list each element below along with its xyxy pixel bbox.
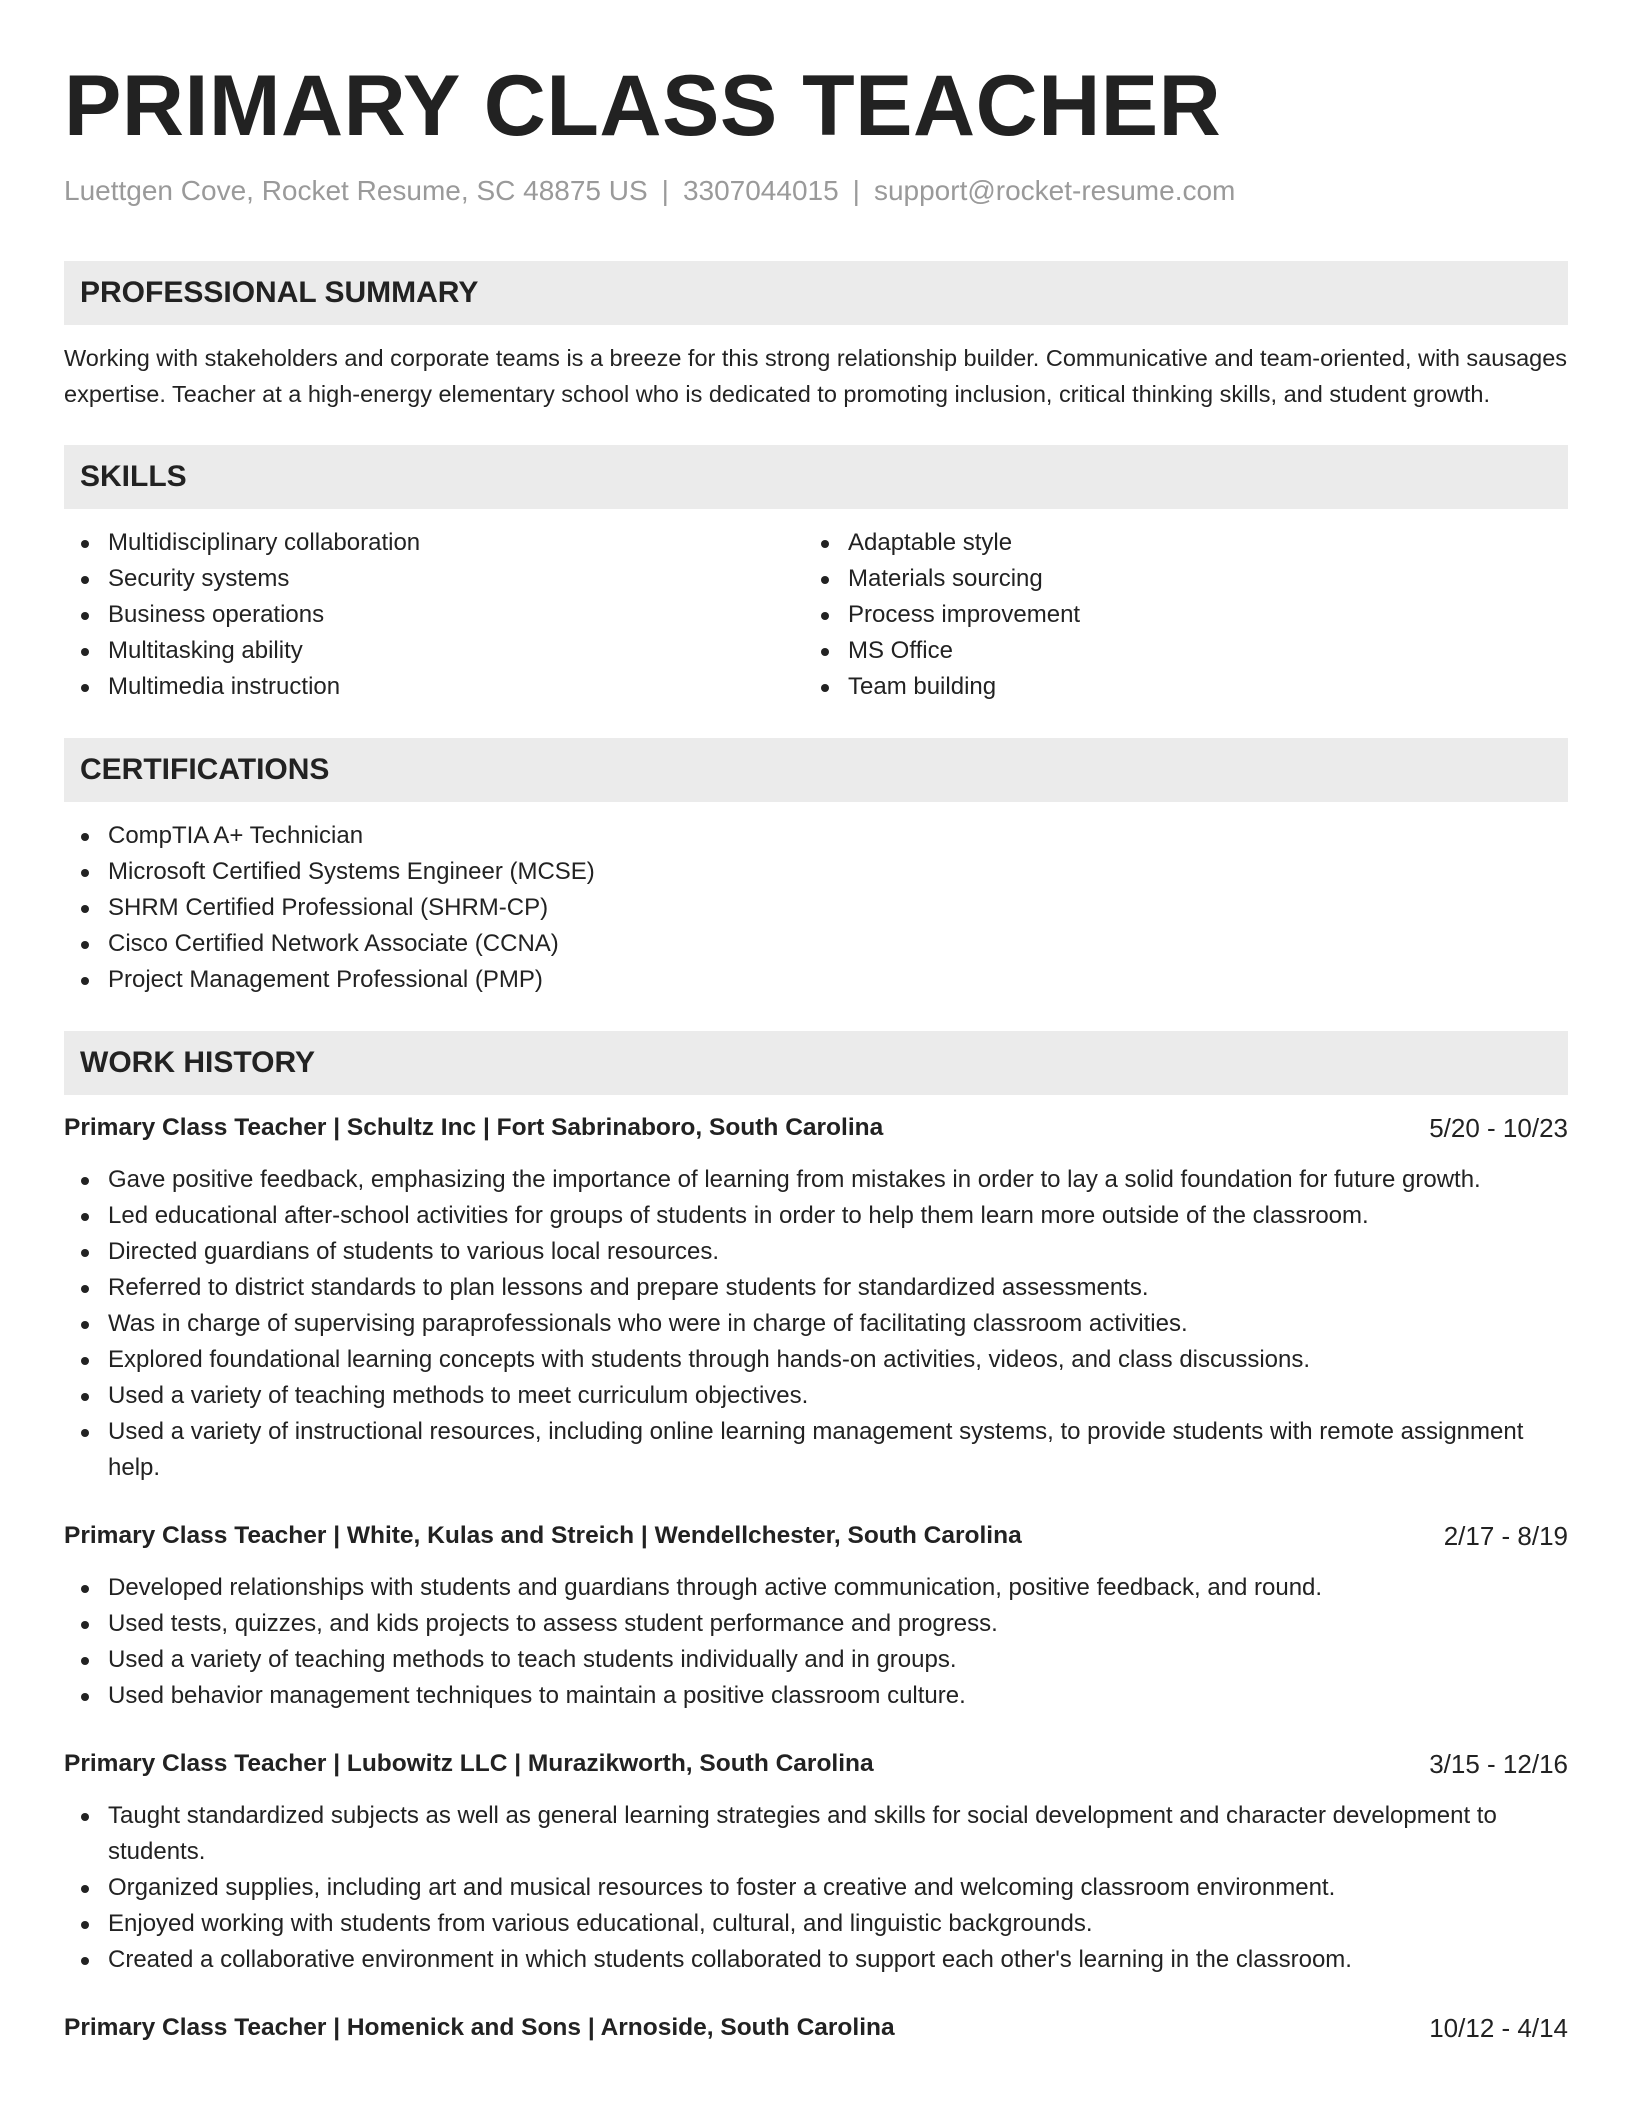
- job-bullet: Was in charge of supervising paraprofessionals who were in charge of facilitating classroom activities.: [64, 1306, 1568, 1342]
- job-entry: [64, 2010, 1568, 2046]
- skill-item: Adaptable style: [804, 525, 1544, 561]
- job-entry: [64, 1518, 1568, 1714]
- job-bullet: Directed guardians of students to various local resources.: [64, 1234, 1568, 1270]
- job-header: [64, 1110, 1568, 1146]
- job-bullet: Used a variety of instructional resources, including online learning management systems, to provide students with remote assignment help.: [64, 1414, 1568, 1486]
- skill-item: Multitasking ability: [64, 633, 804, 669]
- skill-item: Multimedia instruction: [64, 669, 804, 705]
- job-dates: 10/12 - 4/14: [1429, 2013, 1568, 2043]
- job-bullet: Used a variety of teaching methods to meet curriculum objectives.: [64, 1378, 1568, 1414]
- job-bullet: Used behavior management techniques to maintain a positive classroom culture.: [64, 1678, 1568, 1714]
- contact-line: [64, 172, 1568, 210]
- section-heading-work-history: WORK HISTORY: [64, 1031, 1568, 1095]
- certification-item: Project Management Professional (PMP): [64, 962, 1568, 998]
- skills-column-right: [804, 525, 1544, 705]
- skill-item: Team building: [804, 669, 1544, 705]
- job-bullet: Used tests, quizzes, and kids projects to assess student performance and progress.: [64, 1606, 1568, 1642]
- contact-separator: |: [661, 175, 669, 206]
- job-bullet: Referred to district standards to plan lessons and prepare students for standardized assessments.: [64, 1270, 1568, 1306]
- job-bullet: Organized supplies, including art and musical resources to foster a creative and welcoming classroom environment.: [64, 1870, 1568, 1906]
- job-entry: [64, 1746, 1568, 1978]
- job-dates: 3/15 - 12/16: [1429, 1749, 1568, 1779]
- job-dates: 5/20 - 10/23: [1429, 1113, 1568, 1143]
- job-bullet: Explored foundational learning concepts with students through hands-on activities, videos, and class discussions.: [64, 1342, 1568, 1378]
- job-bullet: Developed relationships with students and guardians through active communication, positive feedback, and round.: [64, 1570, 1568, 1606]
- job-bullets: [64, 1570, 1568, 1714]
- summary-text: Working with stakeholders and corporate teams is a breeze for this strong relationship builder. Communicative and team-oriented, with sausages expertise. Teacher at a high-energy elementary school who is dedicated to promoting inclusion, critical thinking skills, and student growth.: [64, 345, 1568, 407]
- contact-phone: 3307044015: [682, 175, 839, 206]
- job-title: Primary Class Teacher | White, Kulas and Streich | Wendellchester, South Carolina: [64, 1522, 1022, 1549]
- section-heading-summary: PROFESSIONAL SUMMARY: [64, 261, 1568, 325]
- job-header: [64, 2010, 1568, 2046]
- job-bullets: [64, 1798, 1568, 1978]
- skill-item: Process improvement: [804, 597, 1544, 633]
- job-bullet: Gave positive feedback, emphasizing the importance of learning from mistakes in order to lay a solid foundation for future growth.: [64, 1162, 1568, 1198]
- job-entry: [64, 1110, 1568, 1486]
- job-bullet: Used a variety of teaching methods to teach students individually and in groups.: [64, 1642, 1568, 1678]
- job-header: [64, 1518, 1568, 1554]
- job-dates: 2/17 - 8/19: [1443, 1521, 1568, 1551]
- skill-item: Materials sourcing: [804, 561, 1544, 597]
- job-bullet: Created a collaborative environment in which students collaborated to support each other's learning in the classroom.: [64, 1942, 1568, 1978]
- contact-email: support@rocket-resume.com: [873, 175, 1236, 206]
- contact-separator: |: [852, 175, 860, 206]
- job-title: Primary Class Teacher | Schultz Inc | Fort Sabrinaboro, South Carolina: [64, 1114, 884, 1141]
- section-heading-skills: SKILLS: [64, 445, 1568, 509]
- skills-list: [64, 525, 1568, 705]
- skill-item: Business operations: [64, 597, 804, 633]
- job-bullet: Enjoyed working with students from various educational, cultural, and linguistic backgrounds.: [64, 1906, 1568, 1942]
- certification-item: Cisco Certified Network Associate (CCNA): [64, 926, 1568, 962]
- certification-item: SHRM Certified Professional (SHRM-CP): [64, 890, 1568, 926]
- certification-item: CompTIA A+ Technician: [64, 818, 1568, 854]
- skills-column-left: [64, 525, 804, 705]
- skill-item: MS Office: [804, 633, 1544, 669]
- resume-name: PRIMARY CLASS TEACHER: [64, 58, 1222, 154]
- section-heading-certifications: CERTIFICATIONS: [64, 738, 1568, 802]
- job-bullet: Led educational after-school activities for groups of students in order to help them learn more outside of the classroom.: [64, 1198, 1568, 1234]
- job-bullet: Taught standardized subjects as well as general learning strategies and skills for social development and character development to students.: [64, 1798, 1568, 1870]
- contact-address: Luettgen Cove, Rocket Resume, SC 48875 US: [64, 175, 648, 206]
- skill-item: Security systems: [64, 561, 804, 597]
- certifications-list: [64, 818, 1568, 998]
- certification-item: Microsoft Certified Systems Engineer (MCSE): [64, 854, 1568, 890]
- skill-item: Multidisciplinary collaboration: [64, 525, 804, 561]
- job-header: [64, 1746, 1568, 1782]
- job-title: Primary Class Teacher | Lubowitz LLC | Murazikworth, South Carolina: [64, 1750, 874, 1777]
- job-bullets: [64, 1162, 1568, 1486]
- job-title: Primary Class Teacher | Homenick and Sons | Arnoside, South Carolina: [64, 2014, 895, 2041]
